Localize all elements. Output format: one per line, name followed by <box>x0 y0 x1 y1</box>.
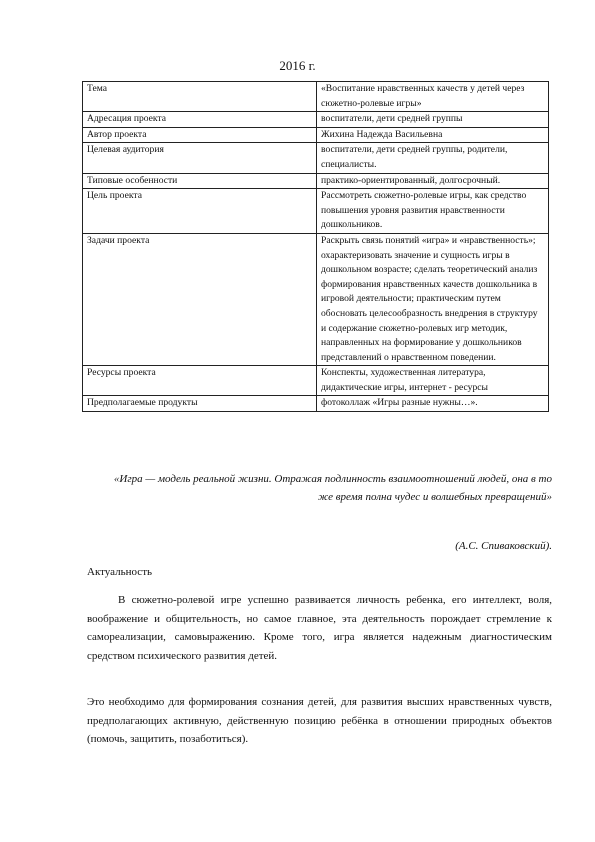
table-key: Ресурсы проекта <box>83 366 317 396</box>
table-row <box>83 396 549 412</box>
body-paragraph: В сюжетно-ролевой игре успешно развивается личность ребенка, его интеллект, воля, воображение и общительность, но самое главное, эта деятельность порождает стремление к самореализации, самовыражению. Кроме того, игра является надежным диагностическим средством психического развития детей. <box>87 594 552 662</box>
epigraph-author: (А.С. Спиваковский). <box>455 540 552 552</box>
table-value: «Воспитание нравственных качеств у детей через сюжетно-ролевые игры» <box>317 82 549 112</box>
table-row <box>83 82 549 112</box>
body-paragraph: Это необходимо для формирования сознания детей, для развития высших нравственных чувств, предполагающих активную, действенную позицию ребёнка в отношении природных объектов (помочь, защитить, позаботиться). <box>87 696 552 745</box>
table-key: Цель проекта <box>83 189 317 234</box>
table-row <box>83 233 549 365</box>
table-value: воспитатели, дети средней группы <box>317 112 549 128</box>
table-row <box>83 112 549 128</box>
table-value: Жихина Надежда Васильевна <box>317 127 549 143</box>
table-value: Конспекты, художественная литература, дидактические игры, интернет - ресурсы <box>317 366 549 396</box>
table-key: Тема <box>83 82 317 112</box>
table-value: воспитатели, дети средней группы, родители, специалисты. <box>317 143 549 173</box>
project-info-table <box>82 81 549 412</box>
table-value: практико-ориентированный, долгосрочный. <box>317 173 549 189</box>
section-heading: Актуальность <box>87 566 153 578</box>
table-value: Раскрыть связь понятий «игра» и «нравственность»; охарактеризовать значение и сущность игры в дошкольном возрасте; сделать теоретический анализ формирования нравственных качеств дошкольника в игровой деятельности; практическим путем обосновать целесообразность внедрения в структуру и содержание сюжетно-ролевых игр методик, направленных на формирование у дошкольников представлений о нравственном поведении. <box>317 233 549 365</box>
epigraph-quote: «Игра — модель реальной жизни. Отражая подлинность взаимоотношений людей, она в то же время полна чудес и волшебных превращений» <box>113 473 552 503</box>
table-row <box>83 143 549 173</box>
table-value: фотоколлаж «Игры разные нужны…». <box>317 396 549 412</box>
table-key: Типовые особенности <box>83 173 317 189</box>
document-year: 2016 г. <box>279 58 316 73</box>
table-row <box>83 366 549 396</box>
table-key: Целевая аудитория <box>83 143 317 173</box>
table-row <box>83 189 549 234</box>
table-key: Задачи проекта <box>83 233 317 365</box>
table-value: Рассмотреть сюжетно-ролевые игры, как средство повышения уровня развития нравственности дошкольников. <box>317 189 549 234</box>
table-key: Адресация проекта <box>83 112 317 128</box>
table-key: Предполагаемые продукты <box>83 396 317 412</box>
table-key: Автор проекта <box>83 127 317 143</box>
table-row <box>83 173 549 189</box>
table-row <box>83 127 549 143</box>
